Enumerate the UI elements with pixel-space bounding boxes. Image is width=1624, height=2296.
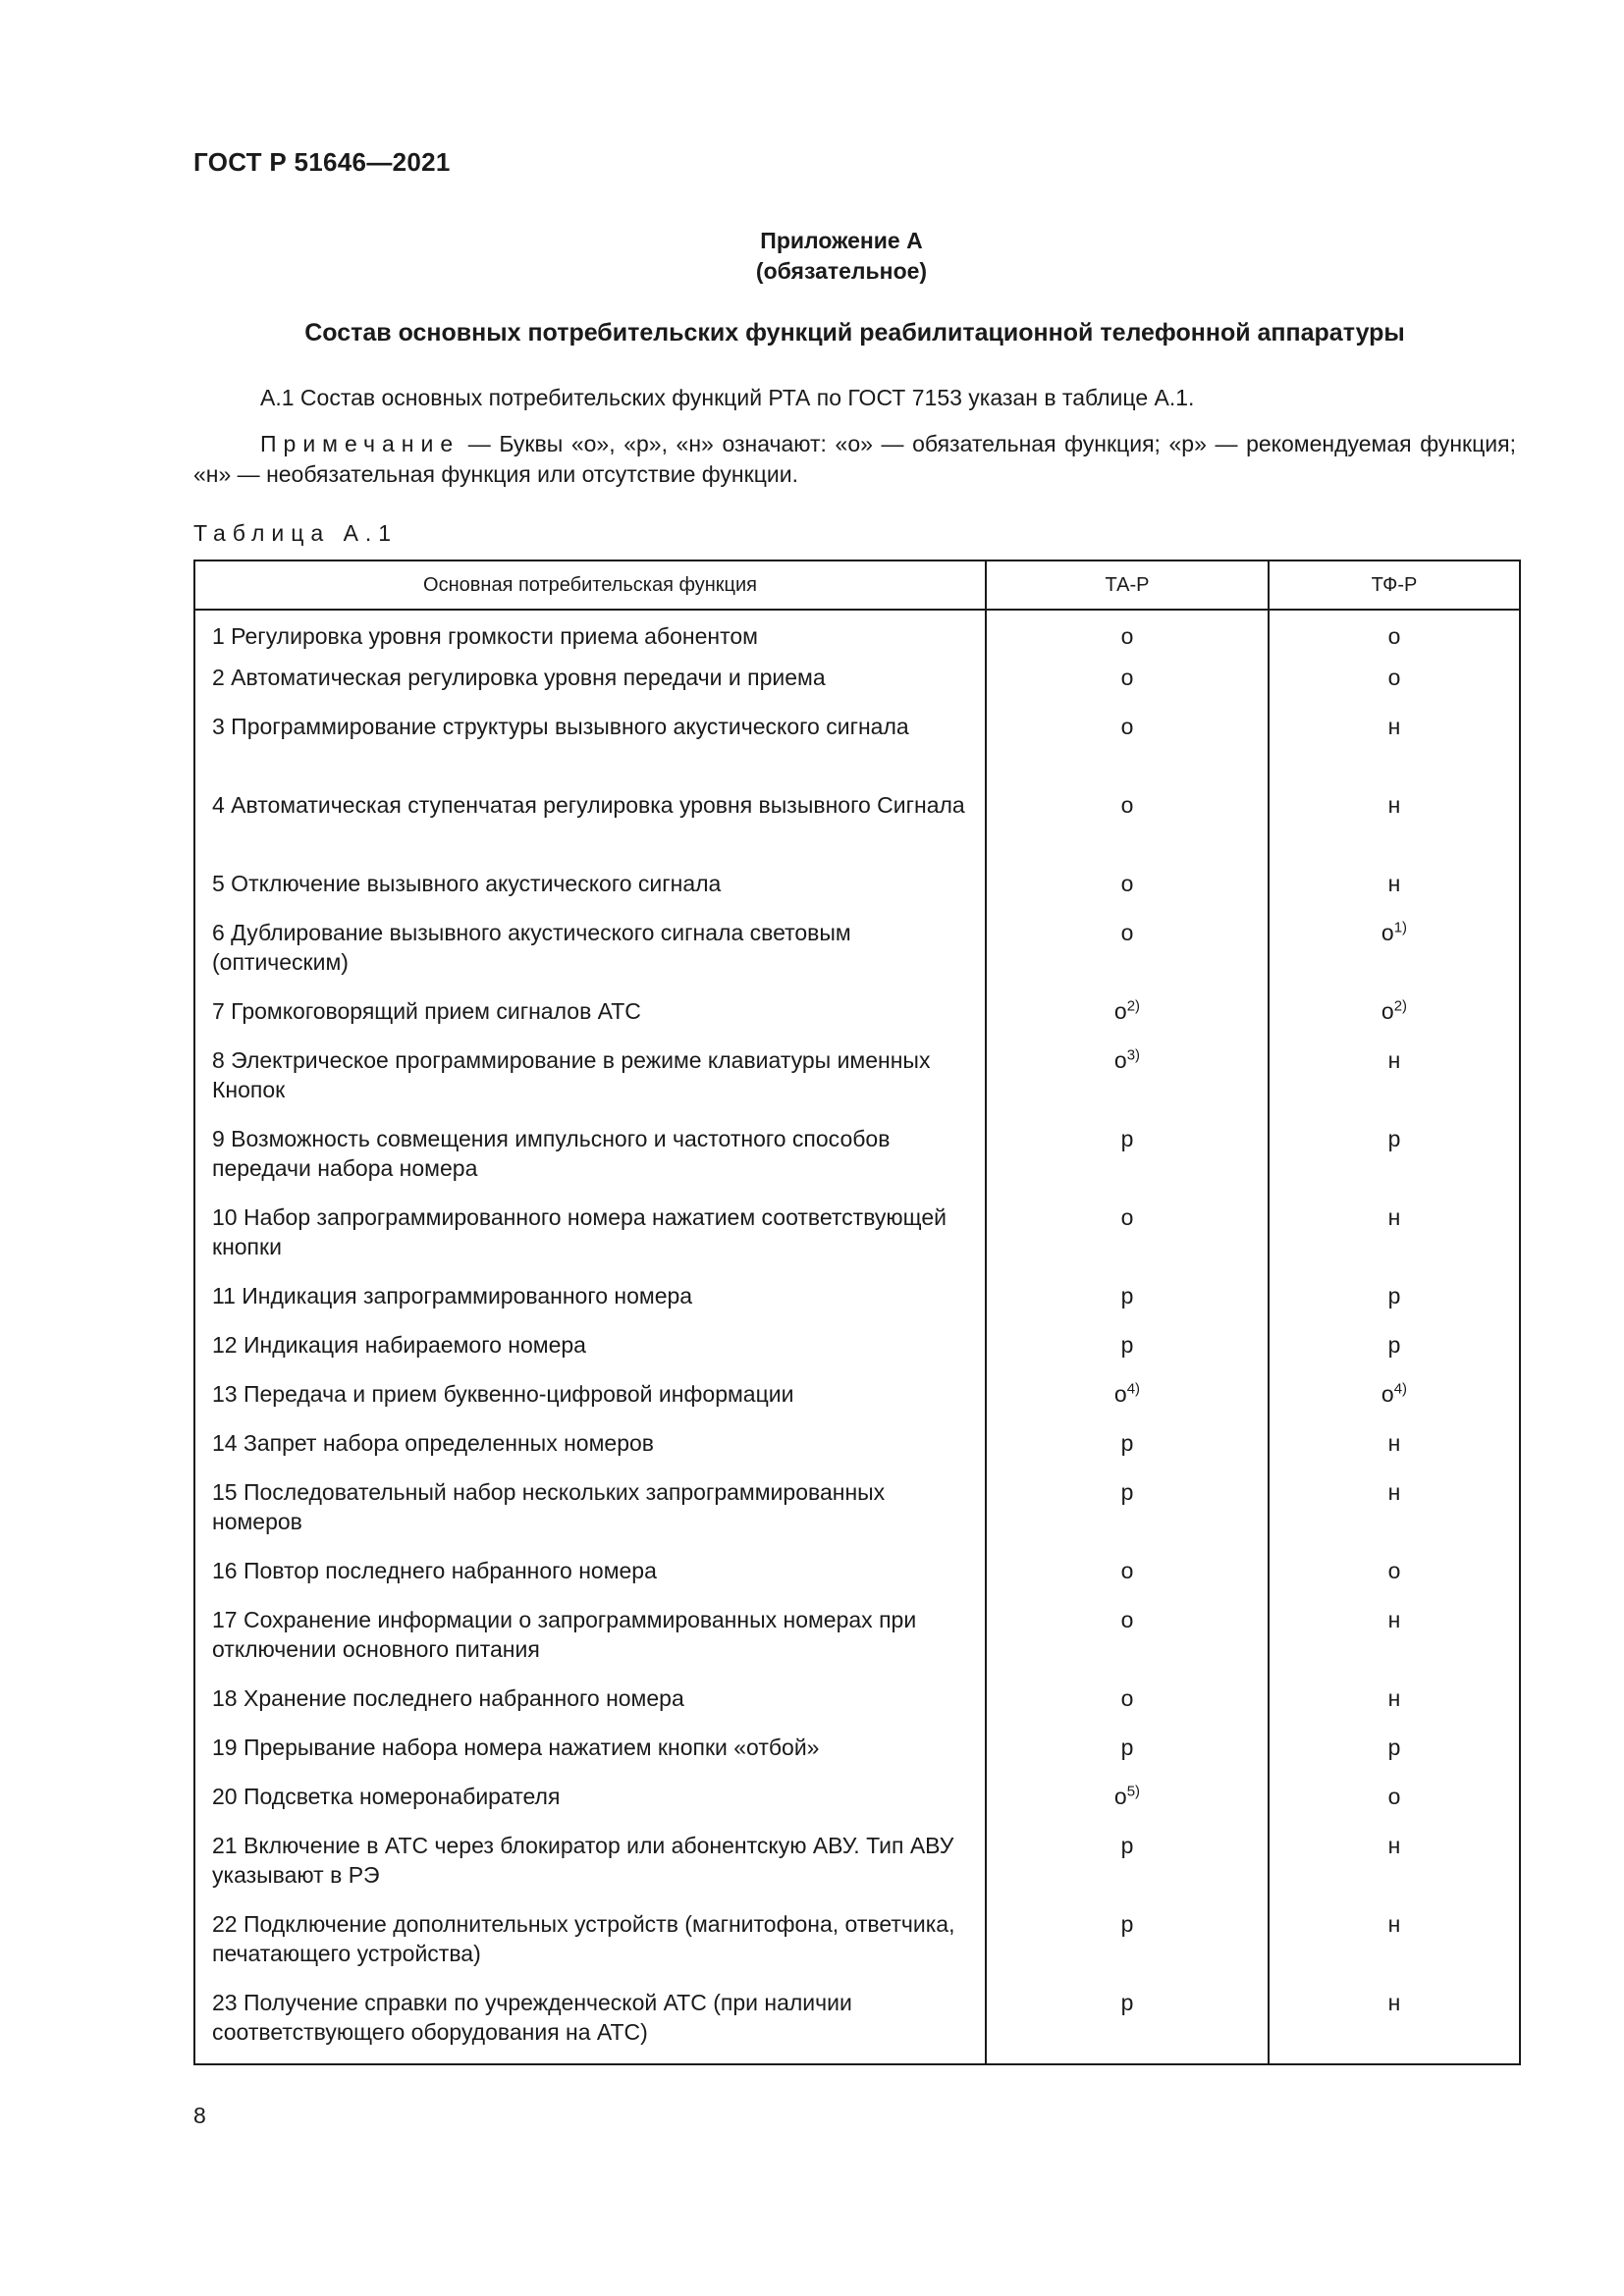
tf-r-value: н — [1387, 1607, 1401, 1632]
ta-r-cell — [987, 1906, 1270, 1985]
page-number: 8 — [193, 2103, 206, 2128]
tf-r-value: о — [1387, 1784, 1401, 1809]
function-cell: 14 Запрет набора определенных номеров — [195, 1425, 987, 1474]
table-row — [195, 1553, 1519, 1602]
table-row — [195, 1602, 1519, 1681]
function-cell: 3 Программирование структуры вызывного акустического сигнала — [195, 709, 987, 787]
ta-r-cell — [987, 1327, 1270, 1376]
ta-r-value: р — [1120, 1430, 1134, 1456]
tf-r-value: р — [1387, 1283, 1401, 1308]
tf-r-cell — [1270, 611, 1519, 660]
tf-r-cell — [1270, 993, 1519, 1042]
ta-r-value: р — [1120, 1911, 1134, 1937]
ta-r-value: р — [1120, 1735, 1134, 1760]
ta-r-footnote: 2) — [1126, 997, 1141, 1015]
tf-r-cell — [1270, 787, 1519, 866]
table-row — [195, 915, 1519, 993]
function-cell: 11 Индикация запрограммированного номера — [195, 1278, 987, 1327]
tf-r-value: н — [1387, 1685, 1401, 1711]
function-cell: 10 Набор запрограммированного номера нажатием соответствующей кнопки — [195, 1200, 987, 1278]
function-cell: 20 Подсветка номеронабирателя — [195, 1779, 987, 1828]
tf-r-cell — [1270, 1779, 1519, 1828]
ta-r-cell — [987, 660, 1270, 709]
ta-r-value: р — [1120, 1990, 1134, 2015]
table-row — [195, 1327, 1519, 1376]
function-cell: 4 Автоматическая ступенчатая регулировка уровня вызывного Сигнала — [195, 787, 987, 866]
tf-r-cell — [1270, 1602, 1519, 1681]
table-row — [195, 866, 1519, 915]
function-cell: 21 Включение в АТС через блокиратор или абонентскую АВУ. Тип АВУ указывают в РЭ — [195, 1828, 987, 1906]
tf-r-value: н — [1387, 1047, 1401, 1073]
table-row — [195, 1828, 1519, 1906]
ta-r-cell — [987, 1425, 1270, 1474]
tf-r-value: н — [1387, 1833, 1401, 1858]
function-cell: 18 Хранение последнего набранного номера — [195, 1681, 987, 1730]
tf-r-cell — [1270, 1474, 1519, 1553]
function-cell: 16 Повтор последнего набранного номера — [195, 1553, 987, 1602]
section-title: Состав основных потребительских функций реабилитационной телефонной аппаратуры — [304, 319, 1405, 347]
ta-r-value: о — [1120, 1607, 1134, 1632]
ta-r-cell — [987, 611, 1270, 660]
tf-r-cell — [1270, 1681, 1519, 1730]
tf-r-value: р — [1387, 1126, 1401, 1151]
ta-r-footnote: 4) — [1126, 1380, 1141, 1398]
ta-r-cell — [987, 993, 1270, 1042]
tf-r-value: н — [1387, 1990, 1401, 2015]
tf-r-value: о — [1387, 665, 1401, 690]
function-cell: 22 Подключение дополнительных устройств (магнитофона, ответчика, печатающего устройства) — [195, 1906, 987, 1985]
tf-r-value: р — [1387, 1332, 1401, 1358]
table-row — [195, 787, 1519, 866]
tf-r-value: о — [1387, 1558, 1401, 1583]
tf-r-cell — [1270, 1828, 1519, 1906]
tf-r-cell — [1270, 1200, 1519, 1278]
ta-r-footnote: 3) — [1126, 1046, 1141, 1064]
table-row — [195, 1200, 1519, 1278]
table-row — [195, 1376, 1519, 1425]
ta-r-value: о — [1120, 871, 1134, 896]
table-row — [195, 1681, 1519, 1730]
ta-r-cell — [987, 1779, 1270, 1828]
ta-r-value: р — [1120, 1479, 1134, 1505]
table-caption — [193, 520, 398, 547]
tf-r-cell — [1270, 660, 1519, 709]
ta-r-cell — [987, 1474, 1270, 1553]
ta-r-cell — [987, 787, 1270, 866]
table-caption-text: Таблица А.1 — [193, 520, 399, 546]
table-row — [195, 1730, 1519, 1779]
tf-r-cell — [1270, 1042, 1519, 1121]
ta-r-value: о — [1113, 998, 1127, 1024]
table-row — [195, 1121, 1519, 1200]
tf-r-value: н — [1387, 714, 1401, 739]
function-cell: 23 Получение справки по учрежденческой АТС (при наличии соответствующего оборудования на АТС) — [195, 1985, 987, 2063]
tf-r-cell — [1270, 915, 1519, 993]
table-row — [195, 1779, 1519, 1828]
function-cell: 1 Регулировка уровня громкости приема абонентом — [195, 611, 987, 660]
ta-r-cell — [987, 1828, 1270, 1906]
tf-r-cell — [1270, 1278, 1519, 1327]
function-cell: 15 Последовательный набор нескольких запрограммированных номеров — [195, 1474, 987, 1553]
ta-r-cell — [987, 1278, 1270, 1327]
ta-r-value: о — [1113, 1784, 1127, 1809]
appendix-heading — [0, 226, 1624, 287]
appendix-status: (обязательное) — [755, 258, 928, 284]
function-cell: 17 Сохранение информации о запрограммированных номерах при отключении основного питания — [195, 1602, 987, 1681]
tf-r-cell — [1270, 1376, 1519, 1425]
ta-r-value: о — [1120, 1204, 1134, 1230]
ta-r-value: р — [1120, 1283, 1134, 1308]
table-row — [195, 993, 1519, 1042]
table-row — [195, 709, 1519, 787]
function-cell: 9 Возможность совмещения импульсного и частотного способов передачи набора номера — [195, 1121, 987, 1200]
tf-r-cell — [1270, 1730, 1519, 1779]
functions-table — [193, 560, 1521, 2065]
ta-r-cell — [987, 1730, 1270, 1779]
tf-r-cell — [1270, 1553, 1519, 1602]
function-cell: 2 Автоматическая регулировка уровня передачи и приема — [195, 660, 987, 709]
ta-r-value: р — [1120, 1332, 1134, 1358]
ta-r-cell — [987, 1200, 1270, 1278]
tf-r-value: н — [1387, 871, 1401, 896]
ta-r-cell — [987, 1376, 1270, 1425]
table-row — [195, 611, 1519, 660]
ta-r-value: о — [1120, 920, 1134, 945]
ta-r-value: о — [1120, 792, 1134, 818]
tf-r-value: о — [1387, 623, 1401, 649]
intro-paragraph: А.1 Состав основных потребительских функций РТА по ГОСТ 7153 указан в таблице А.1. — [260, 385, 1195, 410]
tf-r-footnote: 1) — [1393, 919, 1408, 936]
tf-r-value: н — [1387, 1204, 1401, 1230]
ta-r-value: р — [1120, 1126, 1134, 1151]
ta-r-cell — [987, 709, 1270, 787]
table-row — [195, 1906, 1519, 1985]
header-tf-r: ТФ-Р — [1270, 561, 1519, 611]
tf-r-value: р — [1387, 1735, 1401, 1760]
function-cell: 12 Индикация набираемого номера — [195, 1327, 987, 1376]
document-code: ГОСТ Р 51646—2021 — [193, 147, 451, 177]
ta-r-value: о — [1113, 1047, 1127, 1073]
note-text: — Буквы «о», «р», «н» означают: «о» — обязательная функция; «р» — рекомендуемая функция; «н» — необязательная функция или отсутствие функции. — [193, 431, 1516, 487]
table-row — [195, 1425, 1519, 1474]
tf-r-value: о — [1380, 1381, 1394, 1407]
header-function: Основная потребительская функция — [195, 561, 987, 611]
tf-r-value: о — [1380, 920, 1394, 945]
table-row — [195, 1474, 1519, 1553]
ta-r-cell — [987, 1681, 1270, 1730]
tf-r-cell — [1270, 1327, 1519, 1376]
function-cell: 13 Передача и прием буквенно-цифровой информации — [195, 1376, 987, 1425]
tf-r-footnote: 4) — [1393, 1380, 1408, 1398]
tf-r-value: н — [1387, 1479, 1401, 1505]
tf-r-value: о — [1380, 998, 1394, 1024]
ta-r-value: о — [1120, 714, 1134, 739]
tf-r-value: н — [1387, 792, 1401, 818]
ta-r-value: о — [1120, 1558, 1134, 1583]
tf-r-value: н — [1387, 1911, 1401, 1937]
function-cell: 5 Отключение вызывного акустического сигнала — [195, 866, 987, 915]
ta-r-cell — [987, 915, 1270, 993]
ta-r-value: о — [1120, 623, 1134, 649]
ta-r-cell — [987, 866, 1270, 915]
ta-r-cell — [987, 1121, 1270, 1200]
ta-r-cell — [987, 1042, 1270, 1121]
header-ta-r: ТА-Р — [987, 561, 1270, 611]
tf-r-footnote: 2) — [1393, 997, 1408, 1015]
table-row — [195, 1042, 1519, 1121]
function-cell: 8 Электрическое программирование в режиме клавиатуры именных Кнопок — [195, 1042, 987, 1121]
tf-r-cell — [1270, 1985, 1519, 2063]
tf-r-cell — [1270, 1425, 1519, 1474]
tf-r-cell — [1270, 1121, 1519, 1200]
table-row — [195, 660, 1519, 709]
ta-r-cell — [987, 1553, 1270, 1602]
ta-r-value: р — [1120, 1833, 1134, 1858]
appendix-title: Приложение А — [760, 228, 923, 253]
function-cell: 19 Прерывание набора номера нажатием кнопки «отбой» — [195, 1730, 987, 1779]
ta-r-value: о — [1113, 1381, 1127, 1407]
tf-r-cell — [1270, 1906, 1519, 1985]
table-row — [195, 1278, 1519, 1327]
note-label: Примечание — [260, 431, 460, 456]
table-header-row — [195, 561, 1519, 611]
ta-r-value: о — [1120, 1685, 1134, 1711]
tf-r-value: н — [1387, 1430, 1401, 1456]
table-body — [195, 611, 1519, 2063]
ta-r-value: о — [1120, 665, 1134, 690]
function-cell: 6 Дублирование вызывного акустического сигнала световым (оптическим) — [195, 915, 987, 993]
ta-r-cell — [987, 1985, 1270, 2063]
ta-r-cell — [987, 1602, 1270, 1681]
table-row — [195, 1985, 1519, 2063]
tf-r-cell — [1270, 709, 1519, 787]
tf-r-cell — [1270, 866, 1519, 915]
ta-r-footnote: 5) — [1126, 1783, 1141, 1800]
function-cell: 7 Громкоговорящий прием сигналов АТС — [195, 993, 987, 1042]
note-paragraph — [193, 429, 1516, 490]
